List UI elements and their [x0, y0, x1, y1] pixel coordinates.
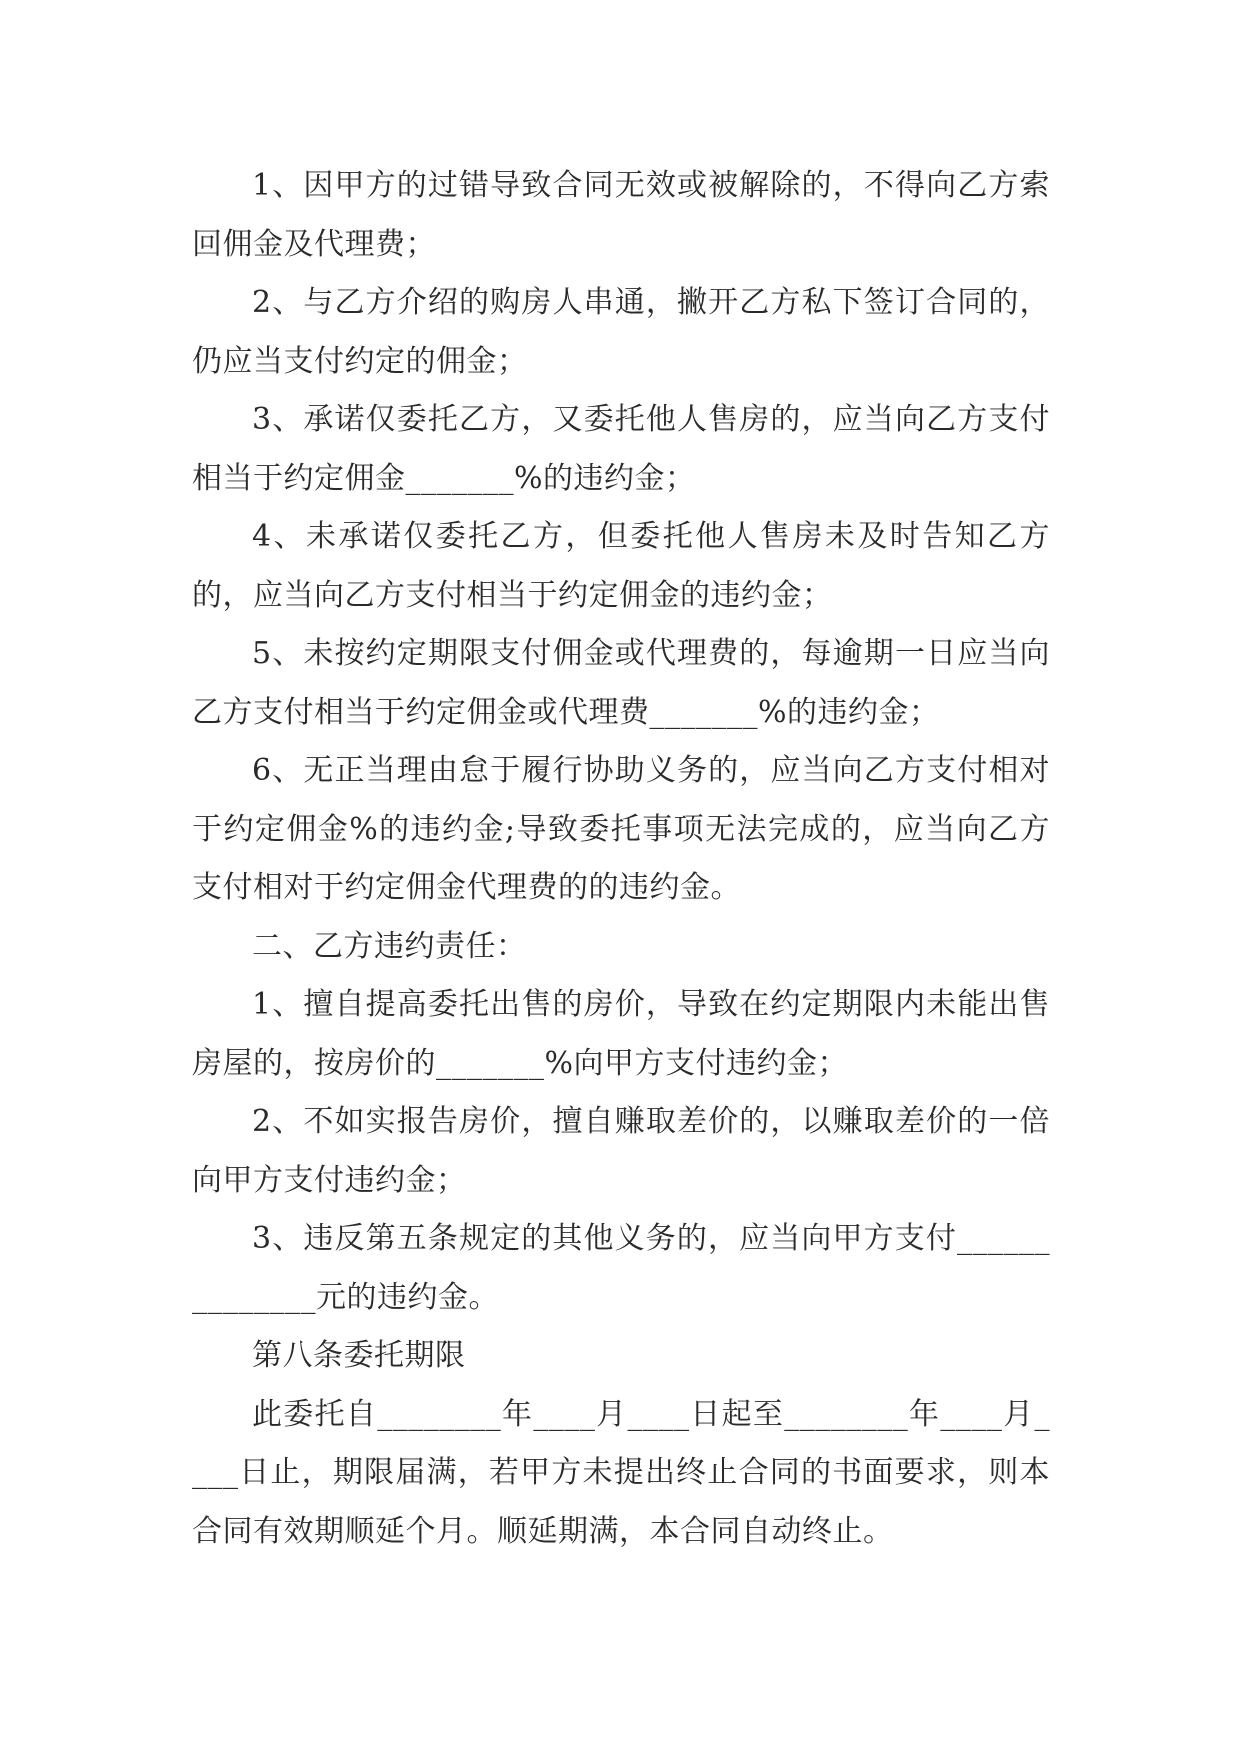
clause-paragraph: 3、承诺仅委托乙方，又委托他人售房的，应当向乙方支付相当于约定佣金_______%的违约金；: [192, 402, 1050, 496]
clause-paragraph: 4、未承诺仅委托乙方，但委托他人售房未及时告知乙方的，应当向乙方支付相当于约定佣金的违约金；: [192, 519, 1050, 613]
clause-paragraph: 2、不如实报告房价，擅自赚取差价的，以赚取差价的一倍向甲方支付违约金；: [192, 1104, 1050, 1198]
clause-paragraph: 此委托自________年____月____日起至________年____月____日止，期限届满，若甲方未提出终止合同的书面要求，则本合同有效期顺延个月。顺延期满，本合同自动终止。: [192, 1396, 1050, 1549]
clause-paragraph: 1、因甲方的过错导致合同无效或被解除的，不得向乙方索回佣金及代理费；: [192, 168, 1050, 262]
article-heading: 第八条委托期限: [252, 1338, 466, 1373]
clause-paragraph: 3、违反第五条规定的其他义务的，应当向甲方支付______________元的违约金。: [192, 1221, 1050, 1315]
document-body: [192, 157, 1050, 1561]
clause-paragraph: 2、与乙方介绍的购房人串通，撇开乙方私下签订合同的，仍应当支付约定的佣金；: [192, 285, 1050, 379]
clause-paragraph: 5、未按约定期限支付佣金或代理费的，每逾期一日应当向乙方支付相当于约定佣金或代理费_______%的违约金；: [192, 636, 1050, 730]
clause-paragraph: 6、无正当理由怠于履行协助义务的，应当向乙方支付相对于约定佣金%的违约金;导致委托事项无法完成的，应当向乙方支付相对于约定佣金代理费的的违约金。: [192, 753, 1050, 905]
section-heading: 二、乙方违约责任：: [252, 928, 527, 964]
clause-paragraph: 1、擅自提高委托出售的房价，导致在约定期限内未能出售房屋的，按房价的_______%向甲方支付违约金；: [192, 987, 1050, 1081]
